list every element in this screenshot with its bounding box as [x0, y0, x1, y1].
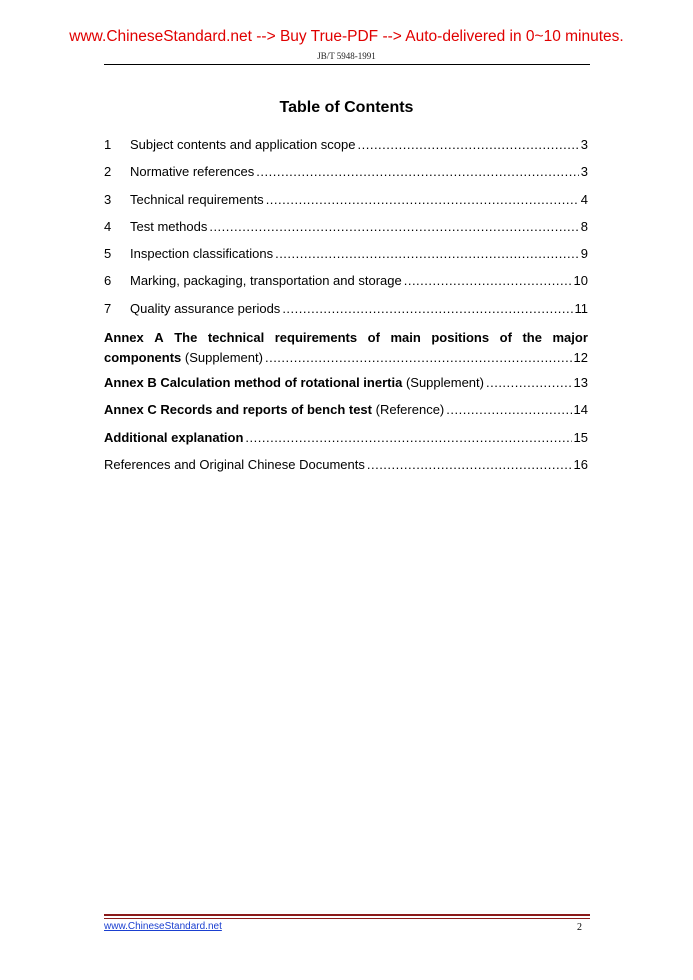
toc-entry-references[interactable]: [104, 457, 588, 484]
annex-a-word: A: [154, 330, 164, 346]
toc-entry-page: 12: [573, 350, 588, 366]
toc-entry-label: Quality assurance periods: [130, 300, 281, 316]
toc-entry-label: Marking, packaging, transportation and storage: [130, 273, 402, 289]
annex-a-word: The: [174, 330, 198, 346]
footer-divider-thin: [104, 918, 590, 919]
toc-entry-label: [104, 402, 444, 417]
toc-entry[interactable]: [104, 192, 588, 219]
toc-entry-annex-c[interactable]: [104, 402, 588, 429]
toc-entry-annex-b[interactable]: [104, 375, 588, 402]
annex-a-note: (Supplement): [184, 350, 263, 366]
annex-a-word: technical: [207, 330, 265, 346]
toc-entry[interactable]: [104, 164, 588, 191]
toc-leader-dots: [446, 402, 571, 417]
toc-entry-label: Inspection classifications: [130, 246, 274, 262]
annex-a-word: of: [499, 330, 512, 346]
toc-leader-dots: [256, 164, 578, 179]
annex-a-word: major: [552, 330, 588, 346]
toc-entry-page: 11: [574, 300, 588, 316]
annex-a-word: main: [390, 330, 421, 346]
toc-entry-label: References and Original Chinese Documents: [104, 456, 365, 472]
annex-c-note: (Reference): [375, 402, 445, 418]
annex-a-continuation: [104, 348, 588, 368]
toc-entry-label: Test methods: [130, 218, 208, 234]
additional-title: Additional explanation: [104, 429, 244, 445]
toc-leader-dots: [266, 192, 579, 207]
annex-a-word: Annex: [104, 330, 144, 346]
toc-entry-page: 15: [573, 429, 588, 445]
toc-entry-additional[interactable]: [104, 430, 588, 457]
page-number: 2: [577, 922, 582, 933]
toc-entry-number: 2: [104, 164, 112, 180]
toc-entry-page: 13: [573, 375, 588, 391]
toc-entry-page: 14: [573, 402, 588, 418]
toc-entry-label: [104, 430, 243, 445]
toc-leader-dots: [367, 457, 572, 472]
toc-entry-page: 3: [580, 164, 588, 180]
toc-leader-dots: [404, 273, 572, 288]
toc-leader-dots: [275, 246, 579, 261]
annex-a-word: positions: [431, 330, 490, 346]
toc-entry-page: 3: [580, 137, 588, 152]
annex-a-title-line: [104, 328, 588, 348]
toc-entry-number: 6: [104, 273, 112, 289]
toc-leader-dots: [358, 137, 579, 152]
annex-b-title: Annex B Calculation method of rotational inertia: [104, 375, 403, 391]
toc-leader-dots: [486, 375, 572, 390]
toc-entry-page: 9: [580, 246, 588, 262]
toc-entry-page: 16: [573, 456, 588, 472]
annex-a-word: requirements: [274, 330, 358, 346]
toc-entry-label: [104, 375, 484, 390]
annex-a-word: of: [367, 330, 380, 346]
annex-b-note: (Supplement): [405, 375, 484, 391]
document-id: JB/T 5948-1991: [317, 51, 376, 61]
toc-entry-number: 5: [104, 246, 112, 262]
toc-entry-label: Subject contents and application scope: [130, 137, 356, 152]
toc-entry-page: 10: [573, 273, 588, 289]
toc-entry-number: 4: [104, 218, 112, 234]
toc-entry[interactable]: [104, 219, 588, 246]
toc-entry-number: 1: [104, 137, 112, 152]
footer-website-link[interactable]: www.ChineseStandard.net: [104, 921, 222, 932]
toc-entry[interactable]: [104, 137, 588, 164]
annex-c-title: Annex C Records and reports of bench test: [104, 402, 372, 418]
header-banner[interactable]: www.ChineseStandard.net --> Buy True-PDF --> Auto-delivered in 0~10 minutes.: [69, 28, 624, 45]
header-divider: [104, 64, 590, 65]
toc-entry[interactable]: [104, 301, 588, 328]
table-of-contents: [104, 137, 588, 484]
footer-divider-thick: [104, 914, 590, 916]
toc-leader-dots: [245, 430, 571, 445]
toc-entry-page: 8: [580, 218, 588, 234]
toc-entry-number: 7: [104, 300, 112, 316]
toc-entry-page: 4: [580, 191, 588, 207]
toc-entry-label: Technical requirements: [130, 191, 264, 207]
toc-entry-label: Normative references: [130, 164, 255, 180]
toc-leader-dots: [265, 348, 572, 368]
toc-entry[interactable]: [104, 273, 588, 300]
toc-entry-annex-a[interactable]: [104, 328, 588, 368]
annex-a-word: the: [522, 330, 542, 346]
toc-entry[interactable]: [104, 246, 588, 273]
toc-title: Table of Contents: [279, 99, 414, 116]
toc-leader-dots: [282, 301, 572, 316]
toc-leader-dots: [209, 219, 578, 234]
toc-entry-number: 3: [104, 191, 112, 207]
annex-a-title-end: components: [104, 350, 182, 366]
